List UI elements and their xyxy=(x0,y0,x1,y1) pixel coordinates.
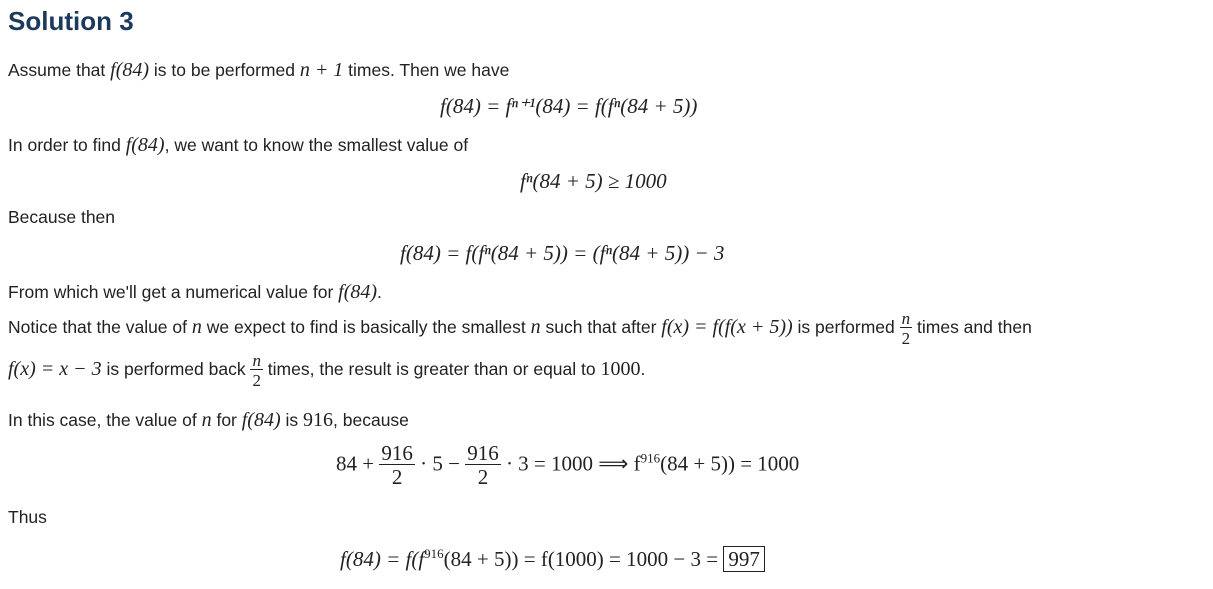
fraction-n-over-2 xyxy=(900,310,913,347)
text-span: is to be performed xyxy=(149,60,300,80)
text-span: we expect to find is basically the smallest xyxy=(201,317,531,338)
paragraph-because: Because then xyxy=(8,207,116,227)
text-span: , we want to know the smallest value of xyxy=(164,135,469,155)
text-span: Notice that the value of xyxy=(8,317,192,338)
paragraph-find xyxy=(8,134,468,157)
paragraph-thus: Thus xyxy=(8,507,47,527)
text-span: . xyxy=(377,282,382,302)
math-span: · 5 − xyxy=(420,451,460,476)
math-inline: f(84) xyxy=(125,134,165,156)
math-inline: 916 xyxy=(303,409,334,431)
boxed-answer: 997 xyxy=(723,546,765,572)
math-span: f(84) = f(f xyxy=(340,547,425,571)
text-span: such that after xyxy=(540,317,662,338)
math-span: (84 + 5)) = 1000 xyxy=(660,451,800,476)
text-span: , because xyxy=(333,410,409,430)
math-inline: 1000 xyxy=(600,358,641,381)
fraction-denominator: 2 xyxy=(901,329,911,348)
fraction-916-over-2 xyxy=(465,443,501,488)
math-inline: f(x) = x − 3 xyxy=(8,358,102,381)
math-superscript: 916 xyxy=(424,546,444,561)
math-inline: n + 1 xyxy=(299,59,344,81)
math-inline: f(x) = f(f(x + 5)) xyxy=(661,316,793,339)
solution-heading: Solution 3 xyxy=(8,6,134,36)
text-span: is xyxy=(280,410,304,430)
text-span: times, the result is greater than or equal to xyxy=(262,359,601,380)
math-inline: f(84) xyxy=(241,409,281,431)
fraction-denominator: 2 xyxy=(465,464,501,488)
fraction-denominator: 2 xyxy=(252,371,261,390)
math-span: (84 + 5)) = f(1000) = 1000 − 3 = xyxy=(443,547,719,571)
math-inline: n xyxy=(201,409,212,431)
paragraph-in-this-case xyxy=(8,409,409,432)
paragraph-numerical xyxy=(8,281,382,304)
fraction-denominator: 2 xyxy=(379,464,415,488)
text-span: for xyxy=(211,410,242,430)
equation-4 xyxy=(336,443,799,488)
text-span: In this case, the value of xyxy=(8,410,202,430)
text-span: From which we'll get a numerical value for xyxy=(8,282,339,302)
text-span: times. Then we have xyxy=(343,60,510,80)
equation-3: f(84) = f(fⁿ(84 + 5)) = (fⁿ(84 + 5)) − 3 xyxy=(400,241,725,265)
math-superscript: 916 xyxy=(640,450,661,466)
equation-2: fⁿ(84 + 5) ≥ 1000 xyxy=(520,169,667,193)
fraction-numerator: n xyxy=(901,309,911,328)
text-span: In order to find xyxy=(8,135,126,155)
text-span: times and then xyxy=(912,317,1032,338)
fraction-numerator: 916 xyxy=(381,441,413,465)
math-inline: n xyxy=(530,316,541,339)
text-span: Assume that xyxy=(8,60,111,80)
fraction-numerator: n xyxy=(252,351,261,370)
paragraph-performed-back xyxy=(8,352,645,389)
math-span: · 3 = 1000 ⟹ f xyxy=(505,451,641,476)
text-span: is performed back xyxy=(101,359,251,380)
text-span: is performed xyxy=(792,317,900,338)
fraction-916-over-2 xyxy=(379,443,415,488)
math-inline: f(84) xyxy=(110,59,150,81)
math-span: 84 + xyxy=(336,451,375,476)
math-inline: f(84) xyxy=(338,281,378,303)
paragraph-notice xyxy=(8,310,1032,347)
equation-1: f(84) = fⁿ⁺¹(84) = f(fⁿ(84 + 5)) xyxy=(440,94,698,118)
fraction-numerator: 916 xyxy=(467,441,499,465)
equation-5 xyxy=(340,546,765,572)
fraction-n-over-2 xyxy=(250,352,263,389)
math-inline: n xyxy=(191,316,202,339)
text-span: . xyxy=(640,359,646,380)
paragraph-assume xyxy=(8,59,509,82)
